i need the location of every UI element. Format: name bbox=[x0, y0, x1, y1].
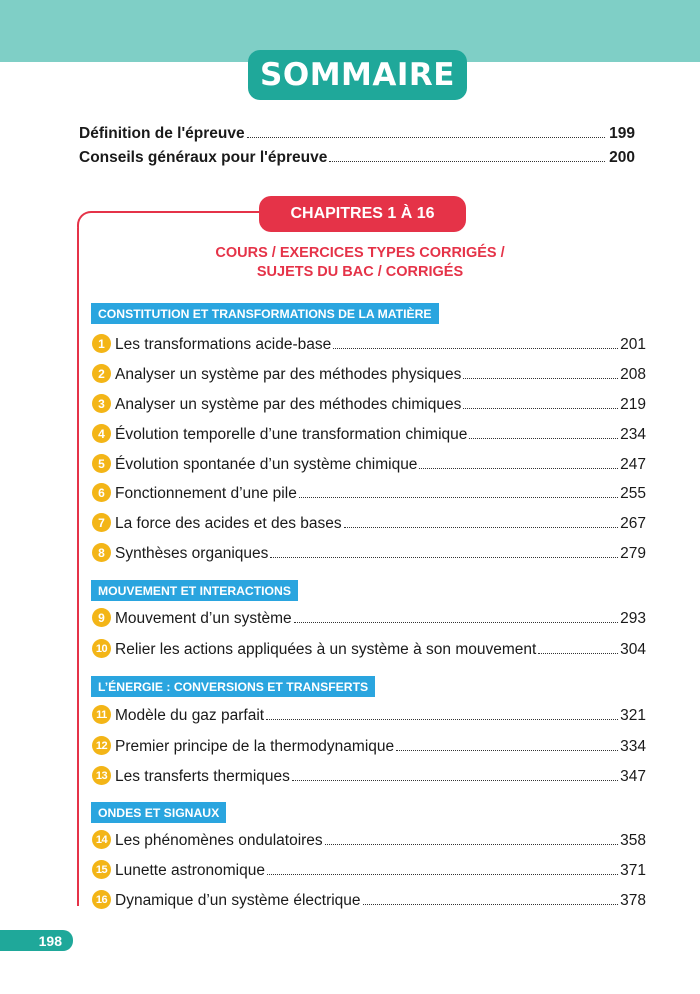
section-header: L’ÉNERGIE : CONVERSIONS ET TRANSFERTS bbox=[91, 676, 375, 697]
dot-leader bbox=[325, 844, 618, 845]
page-number: 198 bbox=[0, 930, 73, 951]
dot-leader bbox=[363, 904, 619, 905]
chapter-entry[interactable] bbox=[92, 511, 646, 533]
chapter-number-badge: 4 bbox=[92, 424, 111, 443]
entry-label: Conseils généraux pour l'épreuve bbox=[79, 149, 328, 166]
chapter-number-badge: 1 bbox=[92, 334, 111, 353]
entry-label: Définition de l'épreuve bbox=[79, 125, 245, 142]
chapter-page: 267 bbox=[620, 515, 646, 532]
dot-leader bbox=[333, 348, 618, 349]
chapter-page: 293 bbox=[620, 610, 646, 627]
chapter-number-badge: 5 bbox=[92, 454, 111, 473]
chapter-entry[interactable] bbox=[92, 734, 646, 756]
chapter-label: Les transferts thermiques bbox=[115, 768, 290, 785]
chapter-label: Analyser un système par des méthodes chimiques bbox=[115, 396, 462, 413]
chapter-number-badge: 6 bbox=[92, 483, 111, 502]
chapter-label: Synthèses organiques bbox=[115, 545, 269, 562]
dot-leader bbox=[469, 438, 618, 439]
dot-leader bbox=[329, 161, 605, 162]
chapter-number-badge: 7 bbox=[92, 513, 111, 532]
dot-leader bbox=[538, 653, 618, 654]
chapter-page: 201 bbox=[620, 336, 646, 353]
chapter-number-badge: 9 bbox=[92, 608, 111, 627]
chapter-number-badge: 3 bbox=[92, 394, 111, 413]
chapter-label: Relier les actions appliquées à un système à son mouvement bbox=[115, 641, 537, 658]
chapter-number-badge: 14 bbox=[92, 830, 111, 849]
chapter-page: 219 bbox=[620, 396, 646, 413]
chapter-number-badge: 2 bbox=[92, 364, 111, 383]
chapter-number-badge: 10 bbox=[92, 639, 111, 658]
intro-entry[interactable] bbox=[79, 145, 635, 167]
chapter-label: Évolution spontanée d’un système chimique bbox=[115, 456, 418, 473]
chapter-page: 279 bbox=[620, 545, 646, 562]
chapter-label: Mouvement d’un système bbox=[115, 610, 292, 627]
chapter-entry[interactable] bbox=[92, 606, 646, 628]
intro-entry[interactable] bbox=[79, 121, 635, 143]
dot-leader bbox=[463, 378, 618, 379]
chapter-entry[interactable] bbox=[92, 888, 646, 910]
chapter-entry[interactable] bbox=[92, 703, 646, 725]
chapter-entry[interactable] bbox=[92, 422, 646, 444]
chapter-number-badge: 12 bbox=[92, 736, 111, 755]
dot-leader bbox=[292, 780, 618, 781]
section-header: ONDES ET SIGNAUX bbox=[91, 802, 226, 823]
chapter-entry[interactable] bbox=[92, 764, 646, 786]
dot-leader bbox=[247, 137, 606, 138]
chapter-label: Lunette astronomique bbox=[115, 862, 265, 879]
chapter-label: La force des acides et des bases bbox=[115, 515, 342, 532]
subtitle-line: COURS / EXERCICES TYPES CORRIGÉS / bbox=[215, 245, 505, 261]
chapter-label: Analyser un système par des méthodes physiques bbox=[115, 366, 462, 383]
chapter-page: 371 bbox=[620, 862, 646, 879]
chapter-entry[interactable] bbox=[92, 637, 646, 659]
chapter-label: Les transformations acide-base bbox=[115, 336, 332, 353]
chapter-entry[interactable] bbox=[92, 541, 646, 563]
chapter-label: Premier principe de la thermodynamique bbox=[115, 738, 395, 755]
chapter-entry[interactable] bbox=[92, 392, 646, 414]
chapter-entry[interactable] bbox=[92, 828, 646, 850]
dot-leader bbox=[344, 527, 619, 528]
dot-leader bbox=[267, 874, 618, 875]
chapter-number-badge: 15 bbox=[92, 860, 111, 879]
dot-leader bbox=[463, 408, 618, 409]
chapter-page: 347 bbox=[620, 768, 646, 785]
chapter-label: Fonctionnement d’une pile bbox=[115, 485, 297, 502]
dot-leader bbox=[299, 497, 618, 498]
chapter-label: Évolution temporelle d’une transformation chimique bbox=[115, 426, 468, 443]
chapter-entry[interactable] bbox=[92, 452, 646, 474]
chapter-page: 321 bbox=[620, 707, 646, 724]
chapter-entry[interactable] bbox=[92, 332, 646, 354]
dot-leader bbox=[396, 750, 618, 751]
chapters-frame-corner bbox=[77, 211, 267, 227]
chapter-page: 255 bbox=[620, 485, 646, 502]
page-title: SOMMAIRE bbox=[248, 50, 467, 100]
chapter-number-badge: 11 bbox=[92, 705, 111, 724]
section-header: CONSTITUTION ET TRANSFORMATIONS DE LA MATIÈRE bbox=[91, 303, 439, 324]
chapter-page: 378 bbox=[620, 892, 646, 909]
chapter-page: 247 bbox=[620, 456, 646, 473]
chapters-badge: CHAPITRES 1 À 16 bbox=[259, 196, 466, 232]
chapters-frame-line bbox=[77, 226, 79, 906]
chapter-page: 234 bbox=[620, 426, 646, 443]
dot-leader bbox=[419, 468, 618, 469]
chapter-label: Dynamique d’un système électrique bbox=[115, 892, 361, 909]
dot-leader bbox=[294, 622, 619, 623]
chapter-number-badge: 8 bbox=[92, 543, 111, 562]
chapter-entry[interactable] bbox=[92, 362, 646, 384]
chapter-entry[interactable] bbox=[92, 481, 646, 503]
chapter-label: Les phénomènes ondulatoires bbox=[115, 832, 323, 849]
chapter-label: Modèle du gaz parfait bbox=[115, 707, 265, 724]
chapter-page: 304 bbox=[620, 641, 646, 658]
chapter-page: 358 bbox=[620, 832, 646, 849]
chapter-page: 208 bbox=[620, 366, 646, 383]
chapter-page: 334 bbox=[620, 738, 646, 755]
dot-leader bbox=[266, 719, 618, 720]
chapter-number-badge: 16 bbox=[92, 890, 111, 909]
dot-leader bbox=[270, 557, 618, 558]
chapter-number-badge: 13 bbox=[92, 766, 111, 785]
chapter-entry[interactable] bbox=[92, 858, 646, 880]
section-header: MOUVEMENT ET INTERACTIONS bbox=[91, 580, 298, 601]
subtitle-line: SUJETS DU BAC / CORRIGÉS bbox=[256, 264, 464, 280]
entry-page: 199 bbox=[609, 125, 635, 142]
entry-page: 200 bbox=[609, 149, 635, 166]
